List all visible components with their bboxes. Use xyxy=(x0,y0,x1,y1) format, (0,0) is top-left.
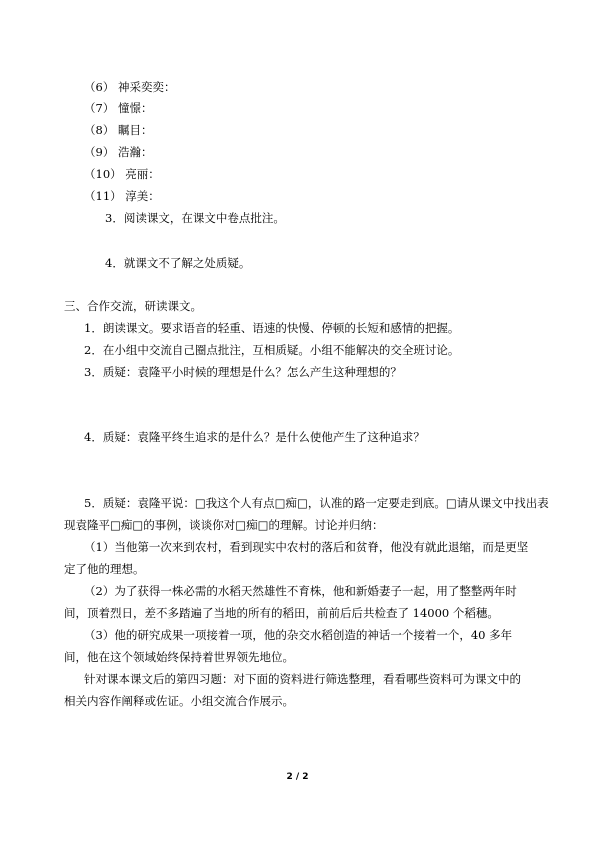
answer-3-cont: 间，他在这个领域始终保持着世界领先地位。 xyxy=(64,650,294,664)
final-paragraph-cont: 相关内容作阐释或佐证。小组交流合作展示。 xyxy=(64,694,294,708)
vocab-number: （9） xyxy=(84,145,115,159)
vocab-number: （10） xyxy=(84,167,122,181)
vocab-item xyxy=(84,101,152,115)
vocab-item xyxy=(84,189,160,203)
step-3: 3．阅读课文，在课文中卷点批注。 xyxy=(105,211,285,225)
vocab-item xyxy=(84,167,160,181)
section-item-2: 2．在小组中交流自己圈点批注，互相质疑。小组不能解决的交全班讨论。 xyxy=(84,343,460,357)
vocab-item xyxy=(84,80,175,94)
answer-3: （3）他的研究成果一项接着一项，他的杂交水稻创造的神话一个接着一个，40 多年 xyxy=(84,628,513,642)
vocab-item xyxy=(84,145,152,159)
answer-1: （1）当他第一次来到农村，看到现实中农村的落后和贫脊，他没有就此退缩，而是更坚 xyxy=(84,540,529,554)
section-item-4: 4．质疑：袁隆平终生追求的是什么？是什么使他产生了这种追求？ xyxy=(84,430,425,444)
answer-2-cont: 间，顶着烈日，差不多踏遍了当地的所有的稻田，前前后后共检查了 14000 个稻穗。 xyxy=(64,606,499,620)
final-paragraph: 针对课本课文后的第四习题：对下面的资料进行筛选整理，看看哪些资料可为课文中的 xyxy=(84,672,521,686)
section-item-5: 5．质疑：袁隆平说：□我这个人有点□痴□，认准的路一定要走到底。□请从课文中找出表 xyxy=(84,496,549,510)
step-4: 4．就课文不了解之处质疑。 xyxy=(105,256,251,270)
page-number: 2 / 2 xyxy=(286,772,309,782)
vocab-number: （6） xyxy=(84,80,115,94)
vocab-term: 瞩目： xyxy=(117,123,153,137)
vocab-term: 憧憬： xyxy=(117,101,153,115)
section-item-5-cont: 现袁隆平□痴□的事例，谈谈你对□痴□的理解。讨论并归纳： xyxy=(64,518,384,532)
section-item-1: 1．朗读课文。要求语音的轻重、语速的快慢、停顿的长短和感情的把握。 xyxy=(84,321,460,335)
section-heading: 三、合作交流，研读课文。 xyxy=(64,299,202,313)
vocab-term: 浩瀚： xyxy=(117,145,153,159)
answer-1-cont: 定了他的理想。 xyxy=(64,562,145,576)
vocab-number: （8） xyxy=(84,123,115,137)
vocab-term: 亮丽： xyxy=(125,167,160,181)
section-item-3: 3．质疑：袁隆平小时候的理想是什么？怎么产生这种理想的？ xyxy=(84,365,402,379)
vocab-item xyxy=(84,123,152,137)
answer-2: （2）为了获得一株必需的水稻天然雄性不育株，他和新婚妻子一起，用了整整两年时 xyxy=(84,584,517,598)
vocab-number: （7） xyxy=(84,101,115,115)
vocab-term: 淳美： xyxy=(125,189,160,203)
vocab-number: （11） xyxy=(84,189,122,203)
vocab-term: 神采奕奕： xyxy=(117,80,176,94)
